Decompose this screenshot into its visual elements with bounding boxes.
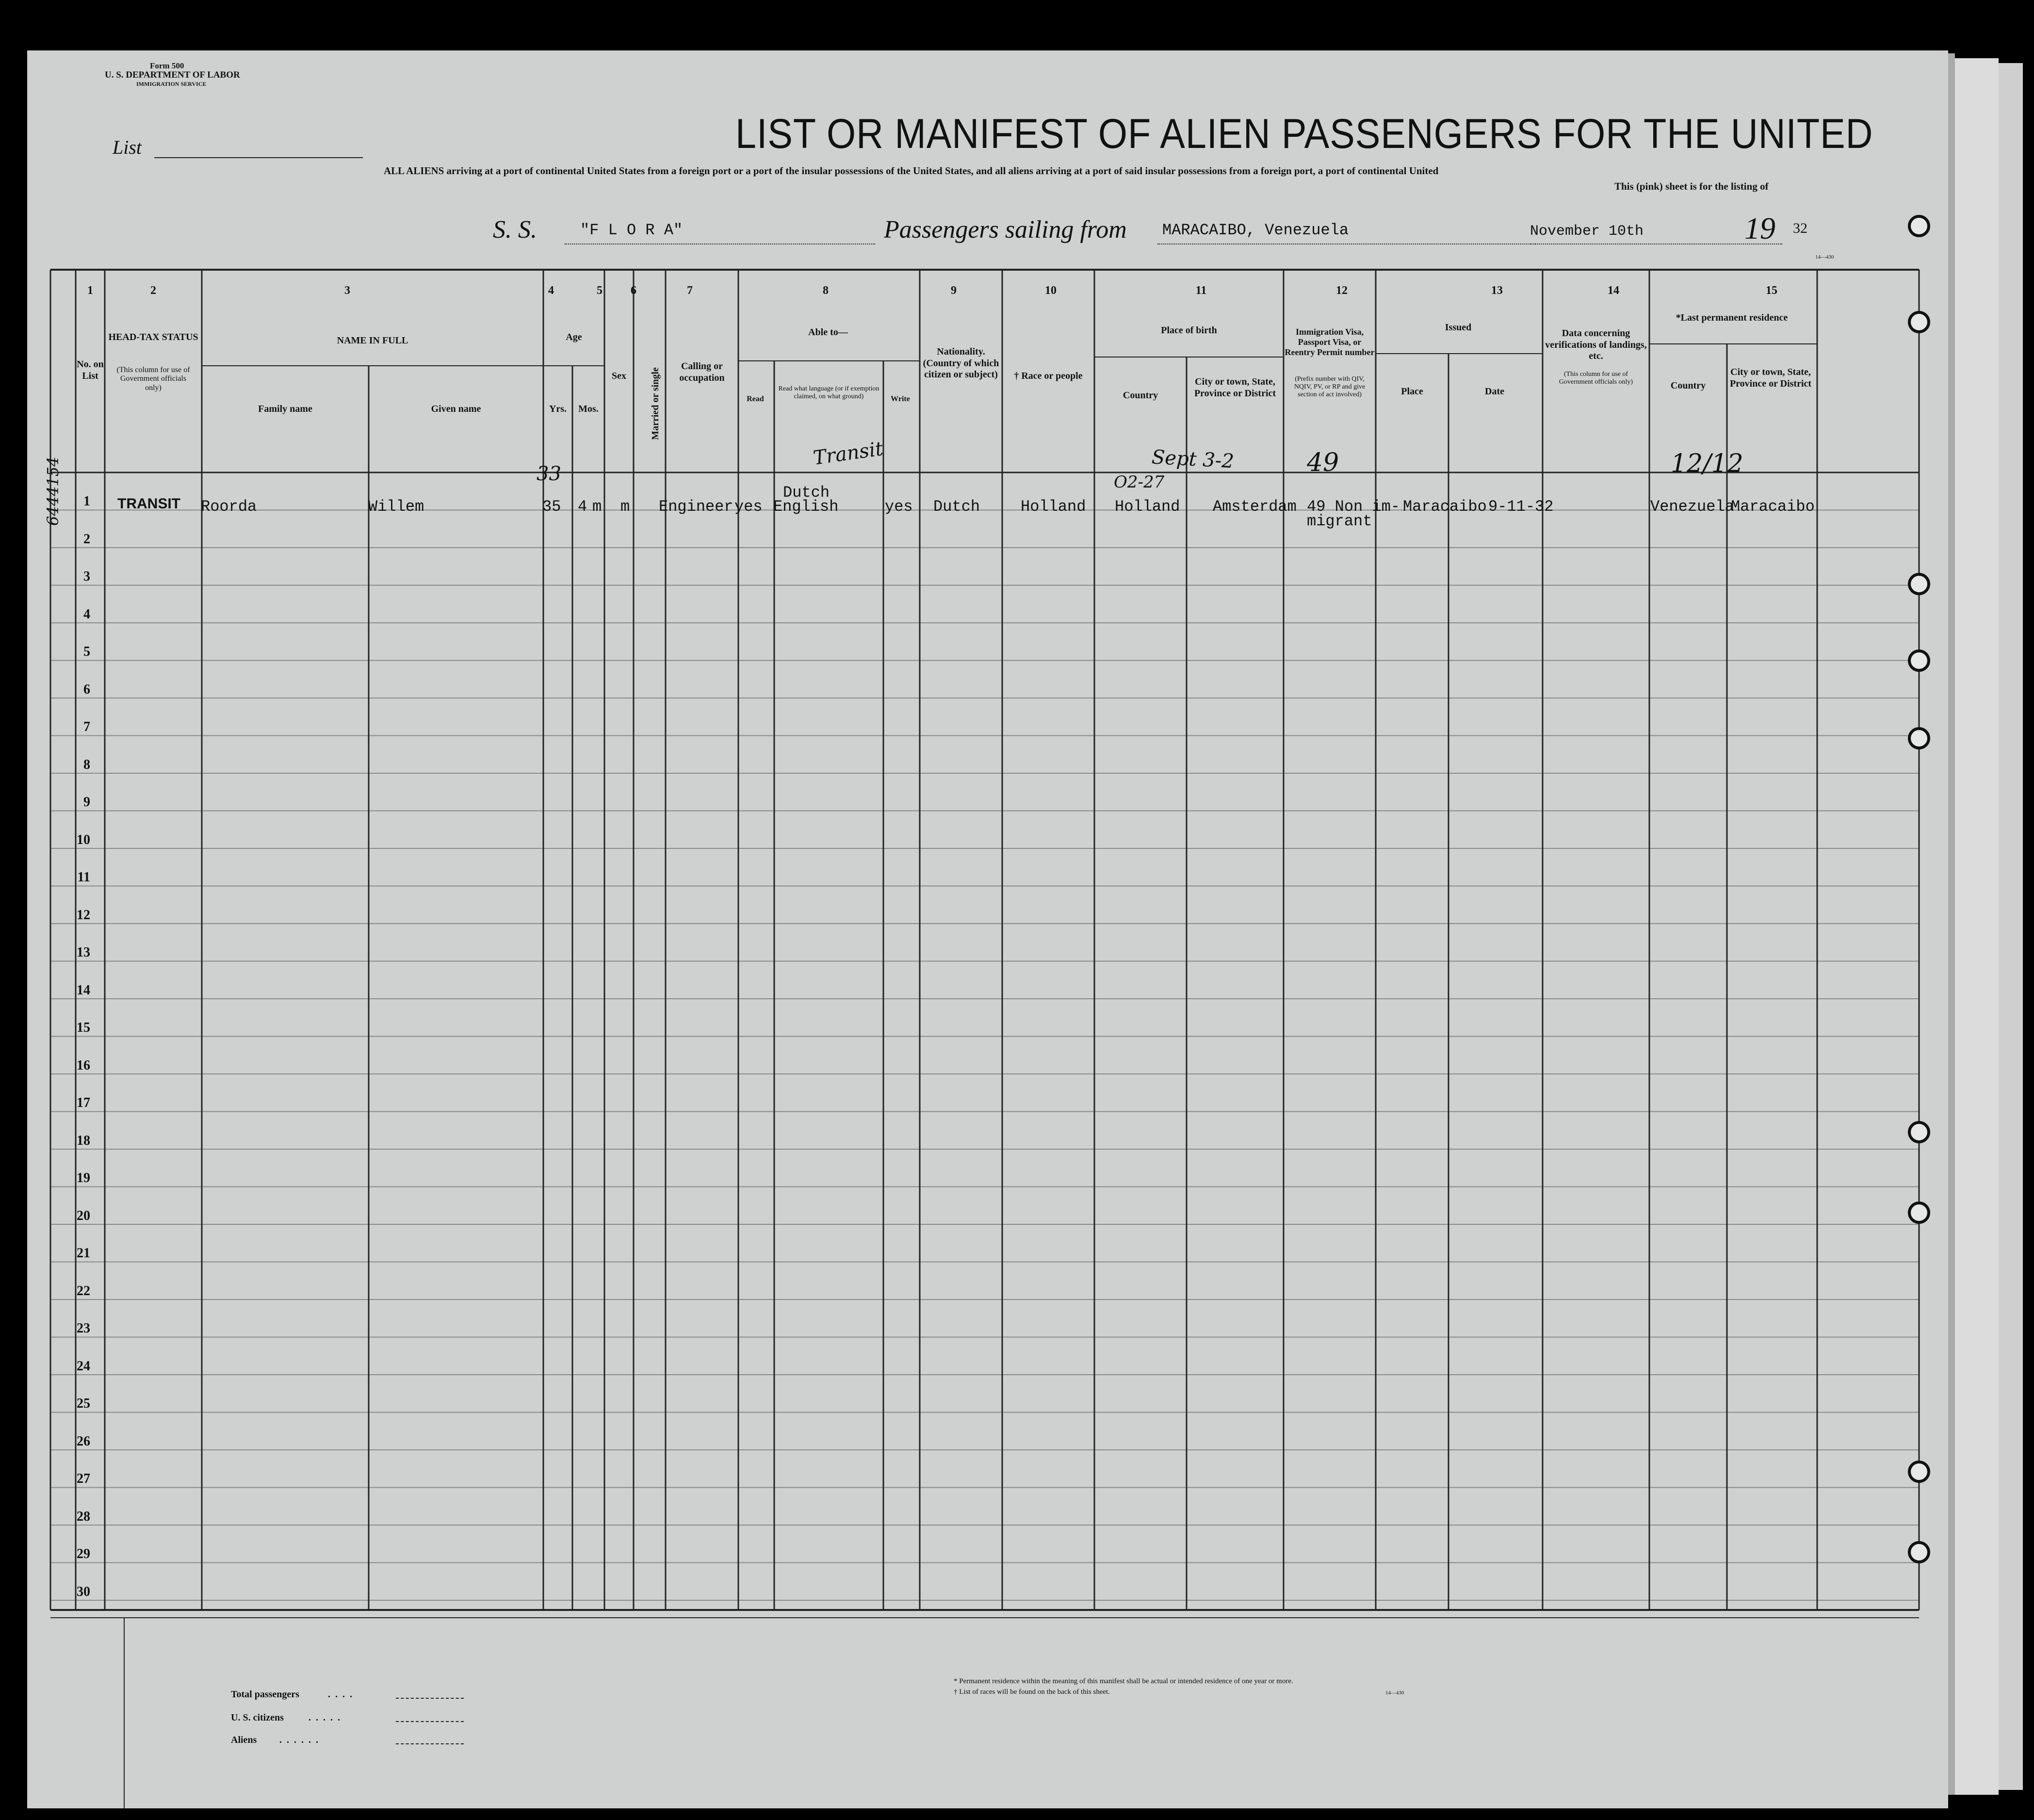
form-number: Form 500 bbox=[150, 61, 184, 70]
header-head-tax-note: (This column for use of Government officials only) bbox=[116, 366, 190, 392]
row-number: 16 bbox=[77, 1057, 90, 1073]
column-number: 2 bbox=[150, 284, 156, 297]
binder-hole bbox=[1909, 1543, 1929, 1562]
footnote-races: † List of races will be found on the back of this sheet. bbox=[954, 1688, 1110, 1696]
sex: m bbox=[592, 498, 602, 516]
column-number: 14 bbox=[1608, 284, 1619, 297]
read: yes bbox=[734, 498, 763, 516]
row-number: 17 bbox=[77, 1095, 90, 1110]
corner-code: 14—430 bbox=[1815, 254, 1834, 260]
footnote-code: 14—430 bbox=[1385, 1690, 1404, 1696]
binder-hole bbox=[1909, 216, 1929, 236]
birth-city: Amsterdam bbox=[1213, 498, 1297, 516]
header-write: Write bbox=[891, 395, 910, 403]
residence-city: Maracaibo bbox=[1731, 498, 1815, 516]
row-number: 8 bbox=[83, 757, 90, 772]
total-passengers-blank bbox=[396, 1698, 464, 1699]
sailing-label: Passengers sailing from bbox=[884, 216, 1127, 244]
row-number: 19 bbox=[77, 1170, 90, 1186]
header-family-name: Family name bbox=[258, 404, 312, 414]
age-months: 4 bbox=[578, 498, 587, 516]
ship-name: "F L O R A" bbox=[580, 221, 683, 239]
row-number: 1 bbox=[83, 494, 90, 509]
column-number: 10 bbox=[1045, 284, 1057, 297]
list-blank bbox=[154, 157, 363, 158]
header-married: Married or single bbox=[650, 367, 661, 440]
residence-country: Venezuela bbox=[1650, 498, 1734, 516]
header-read-language: Read what language (or if exemption claimed, on what ground) bbox=[778, 385, 879, 401]
birth-country: Holland bbox=[1115, 498, 1180, 516]
header-issued-date: Date bbox=[1485, 386, 1504, 397]
column-number: 11 bbox=[1195, 284, 1207, 297]
binder-hole bbox=[1909, 1122, 1929, 1142]
aliens-label: Aliens bbox=[231, 1735, 257, 1745]
visa-line-1: 49 Non im- bbox=[1307, 498, 1400, 516]
column-number: 4 bbox=[548, 284, 554, 297]
visa-note: 49 bbox=[1307, 448, 1339, 477]
head-tax-stamp: TRANSIT bbox=[117, 496, 180, 512]
visa-line-2: migrant bbox=[1307, 512, 1372, 530]
binder-hole bbox=[1909, 729, 1929, 748]
row-number: 15 bbox=[77, 1020, 90, 1035]
row-number: 9 bbox=[83, 795, 90, 810]
column-number: 7 bbox=[687, 284, 693, 297]
issued-place: Maracaibo bbox=[1403, 498, 1487, 516]
column-number: 3 bbox=[344, 284, 350, 297]
us-citizens-leader: ..... bbox=[309, 1712, 345, 1723]
transit-note: Transit bbox=[812, 438, 885, 470]
residence-note: 12/12 bbox=[1671, 449, 1743, 478]
binder-hole bbox=[1909, 1203, 1929, 1222]
binder-hole bbox=[1909, 1462, 1929, 1481]
header-birth-country: Country bbox=[1123, 390, 1158, 401]
nationality: Dutch bbox=[933, 498, 980, 516]
birth-code: O2-27 bbox=[1114, 472, 1165, 492]
binder-hole bbox=[1909, 574, 1929, 594]
row-number: 25 bbox=[77, 1396, 90, 1411]
row-number: 7 bbox=[83, 719, 90, 734]
row-number: 21 bbox=[77, 1246, 90, 1261]
manifest-subtitle-2: This (pink) sheet is for the listing of bbox=[1614, 180, 1769, 192]
total-passengers-leader: .... bbox=[328, 1689, 357, 1700]
aliens-leader: ...... bbox=[279, 1735, 323, 1745]
header-visa: Immigration Visa, Passport Visa, or Reentry Permit number bbox=[1285, 327, 1375, 358]
header-res-country: Country bbox=[1670, 380, 1706, 391]
column-number: 6 bbox=[631, 284, 636, 297]
column-number: 15 bbox=[1766, 284, 1777, 297]
write: yes bbox=[885, 498, 913, 516]
sailing-port: MARACAIBO, Venezuela bbox=[1162, 221, 1349, 239]
married: m bbox=[620, 498, 630, 516]
column-number: 5 bbox=[597, 284, 602, 297]
year-suffix: 32 bbox=[1793, 220, 1807, 236]
header-verification: Data concerning verifications of landings, etc. bbox=[1545, 328, 1647, 362]
header-no-on-list: No. on List bbox=[77, 359, 104, 381]
column-number: 9 bbox=[951, 284, 957, 297]
aliens-blank bbox=[396, 1743, 464, 1744]
language-2: English bbox=[773, 498, 839, 516]
row-number: 24 bbox=[77, 1358, 90, 1374]
header-yrs: Yrs. bbox=[549, 404, 567, 414]
row-number: 4 bbox=[83, 606, 90, 622]
header-read: Read bbox=[747, 395, 764, 403]
binder-hole bbox=[1909, 312, 1929, 332]
header-visa-note: (Prefix number with QIV, NQIV, PV, or RP and give section of act involved) bbox=[1294, 375, 1366, 399]
us-citizens-blank bbox=[396, 1721, 464, 1722]
header-res-city: City or town, State, Province or District bbox=[1729, 367, 1812, 389]
sailing-date: November 10th bbox=[1530, 223, 1644, 240]
department: U. S. DEPARTMENT OF LABOR bbox=[105, 70, 240, 80]
underlying-page-edge bbox=[1955, 58, 1999, 1795]
row-number: 11 bbox=[77, 870, 90, 885]
row-number: 2 bbox=[83, 531, 90, 547]
row-number: 12 bbox=[77, 907, 90, 923]
header-age: Age bbox=[566, 332, 582, 342]
header-calling: Calling or occupation bbox=[679, 361, 725, 383]
birth-note: Sept 3-2 bbox=[1151, 446, 1235, 473]
row-number: 14 bbox=[77, 982, 90, 998]
row-number: 29 bbox=[77, 1546, 90, 1561]
service: IMMIGRATION SERVICE bbox=[136, 81, 207, 87]
header-nationality: Nationality. (Country of which citizen or subject) bbox=[923, 346, 999, 380]
row-number: 10 bbox=[77, 832, 90, 847]
given-name: Willem bbox=[368, 498, 424, 516]
header-sex: Sex bbox=[612, 371, 626, 381]
header-verification-note: (This column for use of Government officials only) bbox=[1559, 371, 1633, 386]
header-head-tax: HEAD-TAX STATUS bbox=[108, 332, 198, 342]
header-last-residence: *Last permanent residence bbox=[1676, 312, 1788, 323]
us-citizens-label: U. S. citizens bbox=[231, 1712, 284, 1723]
margin-number: 6444154 bbox=[44, 456, 62, 526]
language-1: Dutch bbox=[783, 484, 830, 502]
issued-date: 9-11-32 bbox=[1488, 498, 1554, 516]
row-number: 13 bbox=[77, 945, 90, 960]
header-race: † Race or people bbox=[1014, 371, 1083, 381]
manifest-subtitle: ALL ALIENS arriving at a port of continental United States from a foreign port or a port of the insular possessions of the United States, and all aliens arriving at a port of said insular possessions from a foreign port, a port of continental United bbox=[384, 165, 1439, 177]
age-correction: 33 bbox=[537, 463, 561, 485]
row-number: 18 bbox=[77, 1133, 90, 1148]
column-number: 13 bbox=[1491, 284, 1503, 297]
age-years: 35 bbox=[542, 498, 561, 516]
column-number: 1 bbox=[87, 284, 93, 297]
occupation: Engineer bbox=[659, 498, 733, 516]
underlying-page-edge bbox=[1999, 63, 2023, 1790]
row-number: 20 bbox=[77, 1208, 90, 1223]
header-mos: Mos. bbox=[578, 404, 599, 414]
total-passengers-label: Total passengers bbox=[231, 1689, 299, 1700]
header-place-of-birth: Place of birth bbox=[1161, 325, 1217, 336]
row-number: 28 bbox=[77, 1509, 90, 1524]
header-issued: Issued bbox=[1445, 322, 1472, 333]
header-birth-city: City or town, State, Province or District bbox=[1194, 376, 1276, 399]
row-number: 26 bbox=[77, 1433, 90, 1449]
row-number: 3 bbox=[83, 569, 90, 584]
footnote-residence: * Permanent residence within the meaning of this manifest shall be actual or intended residence of one year or more. bbox=[954, 1677, 1293, 1685]
row-number: 30 bbox=[77, 1584, 90, 1599]
row-number: 23 bbox=[77, 1321, 90, 1336]
header-name-in-full: NAME IN FULL bbox=[337, 335, 408, 346]
row-number: 6 bbox=[83, 682, 90, 697]
family-name: Roorda bbox=[201, 498, 257, 516]
row-number: 5 bbox=[83, 644, 90, 659]
year-prefix: 19 bbox=[1744, 211, 1775, 245]
header-given-name: Given name bbox=[431, 404, 481, 414]
race: Holland bbox=[1021, 498, 1086, 516]
column-number: 8 bbox=[823, 284, 829, 297]
list-label: List bbox=[113, 136, 142, 158]
manifest-title: LIST OR MANIFEST OF ALIEN PASSENGERS FOR THE UNITED bbox=[735, 111, 1873, 157]
row-number: 27 bbox=[77, 1471, 90, 1486]
ss-label: S. S. bbox=[493, 216, 537, 244]
binder-hole bbox=[1909, 651, 1929, 670]
header-issued-place: Place bbox=[1401, 386, 1423, 397]
manifest-sheet bbox=[27, 50, 1948, 1808]
header-able-to: Able to— bbox=[808, 327, 848, 338]
row-number: 22 bbox=[77, 1283, 90, 1299]
column-number: 12 bbox=[1336, 284, 1348, 297]
